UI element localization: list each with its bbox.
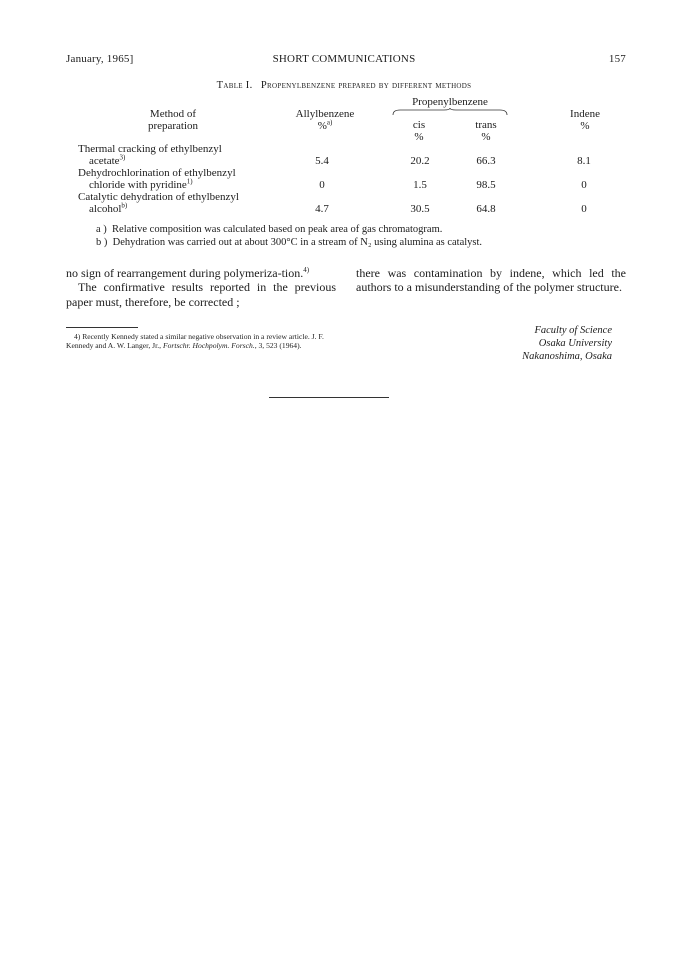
cell-cis: 1.5 bbox=[413, 179, 427, 191]
header-allylbenzene bbox=[285, 108, 365, 132]
header-allyl-label: Allylbenzene bbox=[295, 108, 355, 120]
cell-indene: 8.1 bbox=[577, 155, 591, 167]
affiliation bbox=[420, 324, 612, 363]
header-trans-label: trans bbox=[475, 119, 497, 131]
body-right-column: there was contamination by indene, which led the authors to a misunderstanding of the polymer structure. bbox=[356, 266, 626, 295]
footnote-text: Recently Kennedy stated a similar negative observation in a review article. J. F. Kennedy and A. W. Langer, Jr., bbox=[66, 332, 324, 351]
header-allyl-unit: %$^{a)}$ bbox=[317, 118, 333, 132]
cell-indene: 0 bbox=[581, 203, 587, 215]
page-number: 157 bbox=[608, 53, 626, 65]
row-method-line2: chloride with pyridine$^{1)}$ bbox=[89, 177, 193, 191]
footnote-4 bbox=[66, 332, 324, 351]
footnote-ref: 4) bbox=[303, 266, 310, 274]
cell-allyl: 4.7 bbox=[315, 203, 329, 215]
note-text: Relative composition was calculated based on peak area of gas chromatogram. bbox=[112, 224, 443, 235]
cell-indene: 0 bbox=[581, 179, 587, 191]
table-caption bbox=[0, 80, 688, 91]
table-row bbox=[78, 143, 222, 167]
cell-allyl: 5.4 bbox=[315, 155, 329, 167]
cell-trans: 98.5 bbox=[476, 179, 496, 191]
header-method bbox=[118, 108, 228, 132]
cell-allyl: 0 bbox=[319, 179, 325, 191]
footnote-journal: Fortschr. Hochpolym. Forsch. bbox=[162, 341, 255, 351]
header-indene bbox=[560, 108, 610, 132]
row-ref: 1) bbox=[186, 177, 193, 186]
table-caption-label: Table I. bbox=[216, 80, 253, 91]
cell-cis: 30.5 bbox=[410, 203, 430, 215]
header-propenylbenzene: Propenylbenzene bbox=[412, 96, 488, 108]
table-row bbox=[78, 167, 236, 191]
body-left-para1: no sign of rearrangement during polymeriza-tion.$^{4)}$ bbox=[66, 266, 310, 280]
header-trans-unit: % bbox=[481, 131, 491, 143]
running-header-title: SHORT COMMUNICATIONS bbox=[272, 53, 416, 65]
cell-cis: 20.2 bbox=[410, 155, 430, 167]
table-caption-title: Propenylbenzene prepared by different methods bbox=[260, 80, 472, 91]
footnote-divider bbox=[66, 327, 138, 328]
header-indene-unit: % bbox=[580, 120, 590, 132]
affiliation-faculty: Faculty of Science bbox=[534, 325, 612, 336]
note-text: Dehydration was carried out at about 300°C in a stream of N₂ using alumina as catalyst. bbox=[112, 237, 483, 248]
propenyl-brace bbox=[392, 108, 508, 116]
header-trans bbox=[456, 119, 516, 143]
header-cis-unit: % bbox=[414, 131, 424, 143]
body-left-para2: The confirmative results reported in the previous paper must, therefore, be corrected ; bbox=[66, 280, 336, 309]
header-indene-label: Indene bbox=[570, 108, 600, 120]
table-note-b bbox=[96, 236, 636, 249]
note-marker: b ) bbox=[96, 237, 108, 248]
header-method-line1: Method of bbox=[149, 108, 197, 120]
row-method-line1: Catalytic dehydration of ethylbenzyl bbox=[78, 191, 239, 203]
footnote-marker: 4) bbox=[74, 332, 81, 341]
cell-trans: 66.3 bbox=[476, 155, 496, 167]
row-method-line2: alcohol$^{b)}$ bbox=[89, 201, 128, 215]
header-allyl-ref: a) bbox=[326, 118, 333, 127]
header-cis bbox=[393, 119, 445, 143]
row-method-line1: Thermal cracking of ethylbenzyl bbox=[78, 143, 222, 155]
table-note-a bbox=[96, 223, 636, 236]
footnote-citation: , 3, 523 (1964). bbox=[254, 341, 302, 351]
affiliation-university: Osaka University bbox=[538, 338, 612, 349]
affiliation-location: Nakanoshima, Osaka bbox=[522, 351, 612, 362]
cell-trans: 64.8 bbox=[476, 203, 496, 215]
running-header-date: January, 1965] bbox=[66, 53, 134, 65]
row-ref: b) bbox=[121, 201, 128, 210]
table-row bbox=[78, 191, 239, 215]
note-marker: a ) bbox=[96, 224, 107, 235]
body-left-column bbox=[66, 266, 336, 309]
header-cis-label: cis bbox=[412, 119, 426, 131]
row-method-line2: acetate$^{3)}$ bbox=[89, 153, 126, 167]
article-end-rule bbox=[269, 397, 389, 398]
row-method-line1: Dehydrochlorination of ethylbenzyl bbox=[78, 167, 236, 179]
header-method-line2: preparation bbox=[147, 120, 199, 132]
row-ref: 3) bbox=[119, 153, 126, 162]
